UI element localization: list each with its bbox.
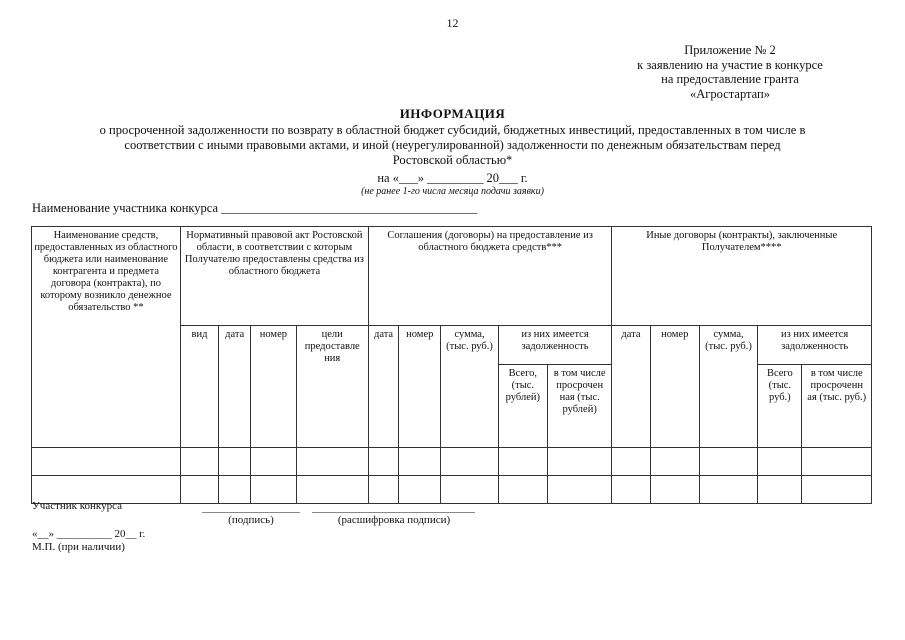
subtitle-line-1: о просроченной задолженности по возврату в областной бюджет субсидий, бюджетных инвестиций, предоставленных в том числе в — [99, 123, 806, 137]
report-date-note: (не ранее 1-го числа месяца подачи заявки) — [361, 186, 544, 197]
table-cell[interactable] — [296, 476, 368, 504]
header-funds-name: Наименование средств, предоставленных из областного бюджета или наименование контрагента и предмета договора (контракта), по которому возникло денежное обязательство ** — [32, 227, 181, 448]
table-cell[interactable] — [650, 448, 699, 476]
table-cell[interactable] — [650, 476, 699, 504]
table-cell[interactable] — [802, 448, 872, 476]
header-contract-debt: из них имеется задолженность — [758, 326, 872, 365]
header-act-number: номер — [251, 326, 296, 448]
footer-stamp-note: М.П. (при наличии) — [32, 541, 125, 553]
table-cell[interactable] — [368, 476, 398, 504]
table-cell[interactable] — [399, 448, 441, 476]
table-cell[interactable] — [399, 476, 441, 504]
table-cell[interactable] — [219, 448, 251, 476]
table-cell[interactable] — [32, 448, 181, 476]
table-cell[interactable] — [498, 448, 547, 476]
table-row — [32, 476, 872, 504]
appendix-line-3: на предоставление гранта — [661, 72, 799, 86]
subtitle-line-3: Ростовской областью* — [392, 153, 513, 167]
debt-table — [31, 226, 872, 504]
appendix-line-2: к заявлению на участие в конкурсе — [637, 57, 823, 72]
header-agreements: Соглашения (договоры) на предоставление из областного бюджета средств*** — [368, 227, 611, 326]
header-other-contracts: Иные договоры (контракты), заключенные Получателем**** — [612, 227, 872, 326]
table-cell[interactable] — [612, 448, 650, 476]
table-cell[interactable] — [699, 448, 757, 476]
header-act-date: дата — [219, 326, 251, 448]
header-act-type: вид — [180, 326, 218, 448]
table-cell[interactable] — [251, 476, 296, 504]
header-agreement-sum: сумма, (тыс. руб.) — [441, 326, 498, 448]
appendix-line-1: Приложение № 2 — [684, 43, 776, 57]
table-header-row-1 — [32, 227, 872, 326]
table-cell[interactable] — [758, 476, 802, 504]
header-contract-debt-total: Всего (тыс. руб.) — [758, 365, 802, 448]
table-cell[interactable] — [758, 448, 802, 476]
table-cell[interactable] — [219, 476, 251, 504]
header-agreement-debt-total: Всего, (тыс. рублей) — [498, 365, 547, 448]
header-legal-act: Нормативный правовой акт Ростовской области, в соответствии с которым Получателю предоставлены средства из областного бюджета — [180, 227, 368, 326]
table-cell[interactable] — [699, 476, 757, 504]
page-number: 12 — [446, 16, 459, 30]
table-cell[interactable] — [547, 448, 611, 476]
document-title: ИНФОРМАЦИЯ — [399, 106, 506, 121]
table-cell[interactable] — [441, 476, 498, 504]
participant-name-field: Наименование участника конкурса _________________________________________ — [32, 201, 478, 215]
table-cell[interactable] — [296, 448, 368, 476]
table-cell[interactable] — [547, 476, 611, 504]
appendix-header — [580, 43, 880, 101]
report-date-line: на «___» _________ 20___ г. — [377, 171, 528, 185]
header-agreement-number: номер — [399, 326, 441, 448]
table-cell[interactable] — [180, 448, 218, 476]
document-subtitle — [40, 123, 865, 168]
header-agreement-debt-overdue: в том числе просрочен ная (тыс. рублей) — [547, 365, 611, 448]
signature-caption: (подпись) — [228, 514, 274, 526]
appendix-line-4: «Агростартап» — [690, 86, 770, 101]
table-cell[interactable] — [180, 476, 218, 504]
subtitle-line-2: соответствии с иными правовыми актами, и иной (неурегулированной) задолженности по денежным обязательствам перед — [124, 138, 781, 152]
table-cell[interactable] — [612, 476, 650, 504]
header-contract-number: номер — [650, 326, 699, 448]
header-agreement-debt: из них имеется задолженность — [498, 326, 612, 365]
footer-participant-label: Участник конкурса — [32, 500, 123, 512]
table-cell[interactable] — [368, 448, 398, 476]
header-agreement-date: дата — [368, 326, 398, 448]
signature-line[interactable] — [202, 512, 300, 513]
decoding-caption: (расшифровка подписи) — [337, 514, 451, 526]
header-contract-date: дата — [612, 326, 650, 448]
table-cell[interactable] — [498, 476, 547, 504]
footer-date: «__» __________ 20__ г. — [32, 528, 146, 540]
table-cell[interactable] — [251, 448, 296, 476]
table-row — [32, 448, 872, 476]
decoding-line[interactable] — [312, 512, 475, 513]
table-cell[interactable] — [441, 448, 498, 476]
header-act-goals: цели предоставле ния — [296, 326, 368, 448]
header-contract-sum: сумма, (тыс. руб.) — [699, 326, 757, 448]
table-cell[interactable] — [802, 476, 872, 504]
header-contract-debt-overdue: в том числе просроченн ая (тыс. руб.) — [802, 365, 872, 448]
